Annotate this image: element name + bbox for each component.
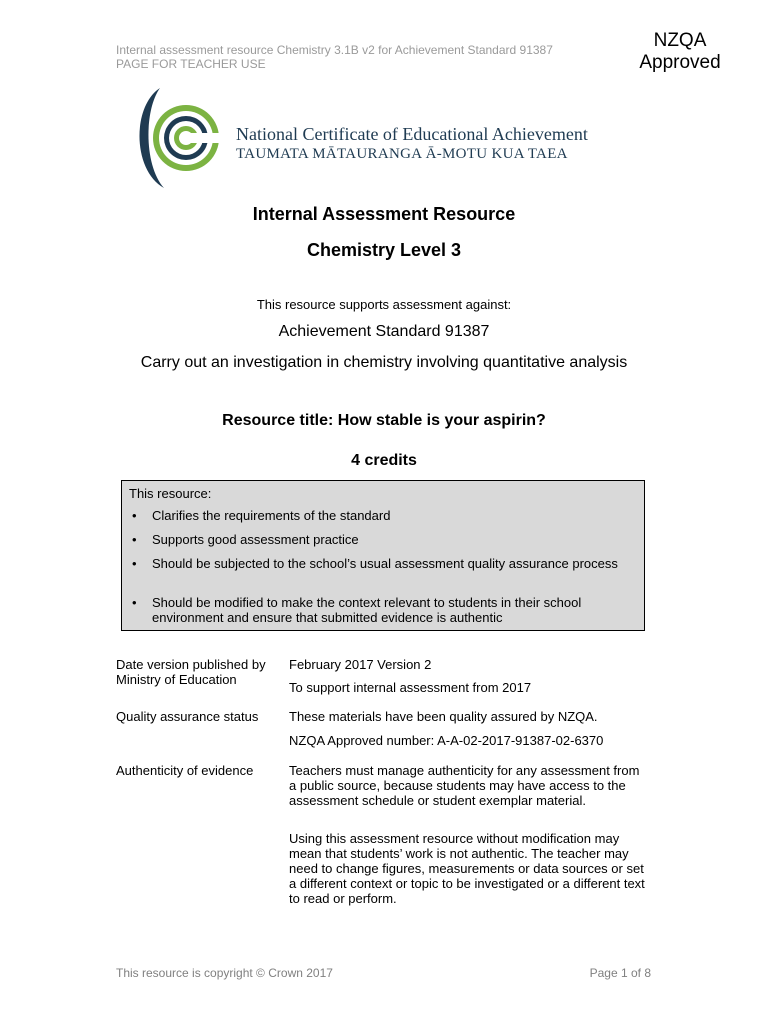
- info-label-quality: Quality assurance status: [116, 709, 259, 724]
- info-label-date: Date version published by Ministry of Education: [116, 657, 266, 687]
- bullet-icon: •: [132, 595, 137, 610]
- bullet-text: Should be subjected to the school’s usual assessment quality assurance process: [152, 556, 618, 571]
- subject-level: Chemistry Level 3: [306, 240, 462, 260]
- standard-description: Carry out an investigation in chemistry involving quantitative analysis: [140, 354, 628, 371]
- credits: 4 credits: [351, 452, 417, 469]
- info-label-authenticity: Authenticity of evidence: [116, 763, 254, 778]
- page-number: Page 1 of 8: [589, 966, 651, 980]
- logo-text-maori: TAUMATA MĀTAURANGA Ā-MOTU KUA TAEA: [236, 146, 568, 162]
- info-value: NZQA Approved number: A-A-02-2017-91387-02-6370: [289, 733, 604, 748]
- achievement-standard: Achievement Standard 91387: [278, 323, 490, 340]
- resource-title: Resource title: How stable is your aspirin?: [222, 412, 546, 429]
- logo-text-english: National Certificate of Educational Achievement: [236, 124, 588, 144]
- bullet-icon: •: [132, 556, 137, 571]
- ncea-koru-logo-icon: [138, 88, 233, 188]
- header-resource-line: Internal assessment resource Chemistry 3.1B v2 for Achievement Standard 91387: [116, 43, 553, 57]
- stamp-line-1: NZQA: [653, 30, 707, 51]
- document-title: Internal Assessment Resource: [252, 204, 516, 224]
- notice-intro: This resource:: [129, 486, 212, 501]
- notice-box: [121, 480, 645, 631]
- header-teacher-use: PAGE FOR TEACHER USE: [116, 57, 266, 71]
- supports-statement: This resource supports assessment against:: [256, 297, 512, 312]
- document-header: [116, 43, 553, 71]
- bullet-text: Clarifies the requirements of the standard: [152, 508, 391, 523]
- bullet-text: Should be modified to make the context relevant to students in their school environment and ensure that submitted evidence is authentic: [152, 595, 582, 625]
- info-value: Using this assessment resource without modification may mean that students’ work is not authentic. The teacher may need to change figures, measurements or data sources or set a different context or topic to be investigated or a different text to read or perform.: [289, 831, 645, 906]
- copyright-notice: This resource is copyright © Crown 2017: [116, 966, 333, 980]
- info-value: Teachers must manage authenticity for any assessment from a public source, because students may have access to the assessment schedule or student exemplar material.: [289, 763, 640, 808]
- bullet-icon: •: [132, 532, 137, 547]
- info-value: To support internal assessment from 2017: [289, 680, 532, 695]
- bullet-icon: •: [132, 508, 137, 523]
- info-value: These materials have been quality assured by NZQA.: [289, 709, 598, 724]
- bullet-text: Supports good assessment practice: [152, 532, 359, 547]
- info-value: February 2017 Version 2: [289, 657, 432, 672]
- stamp-line-2: Approved: [639, 52, 721, 73]
- nzqa-approved-stamp: [630, 30, 730, 74]
